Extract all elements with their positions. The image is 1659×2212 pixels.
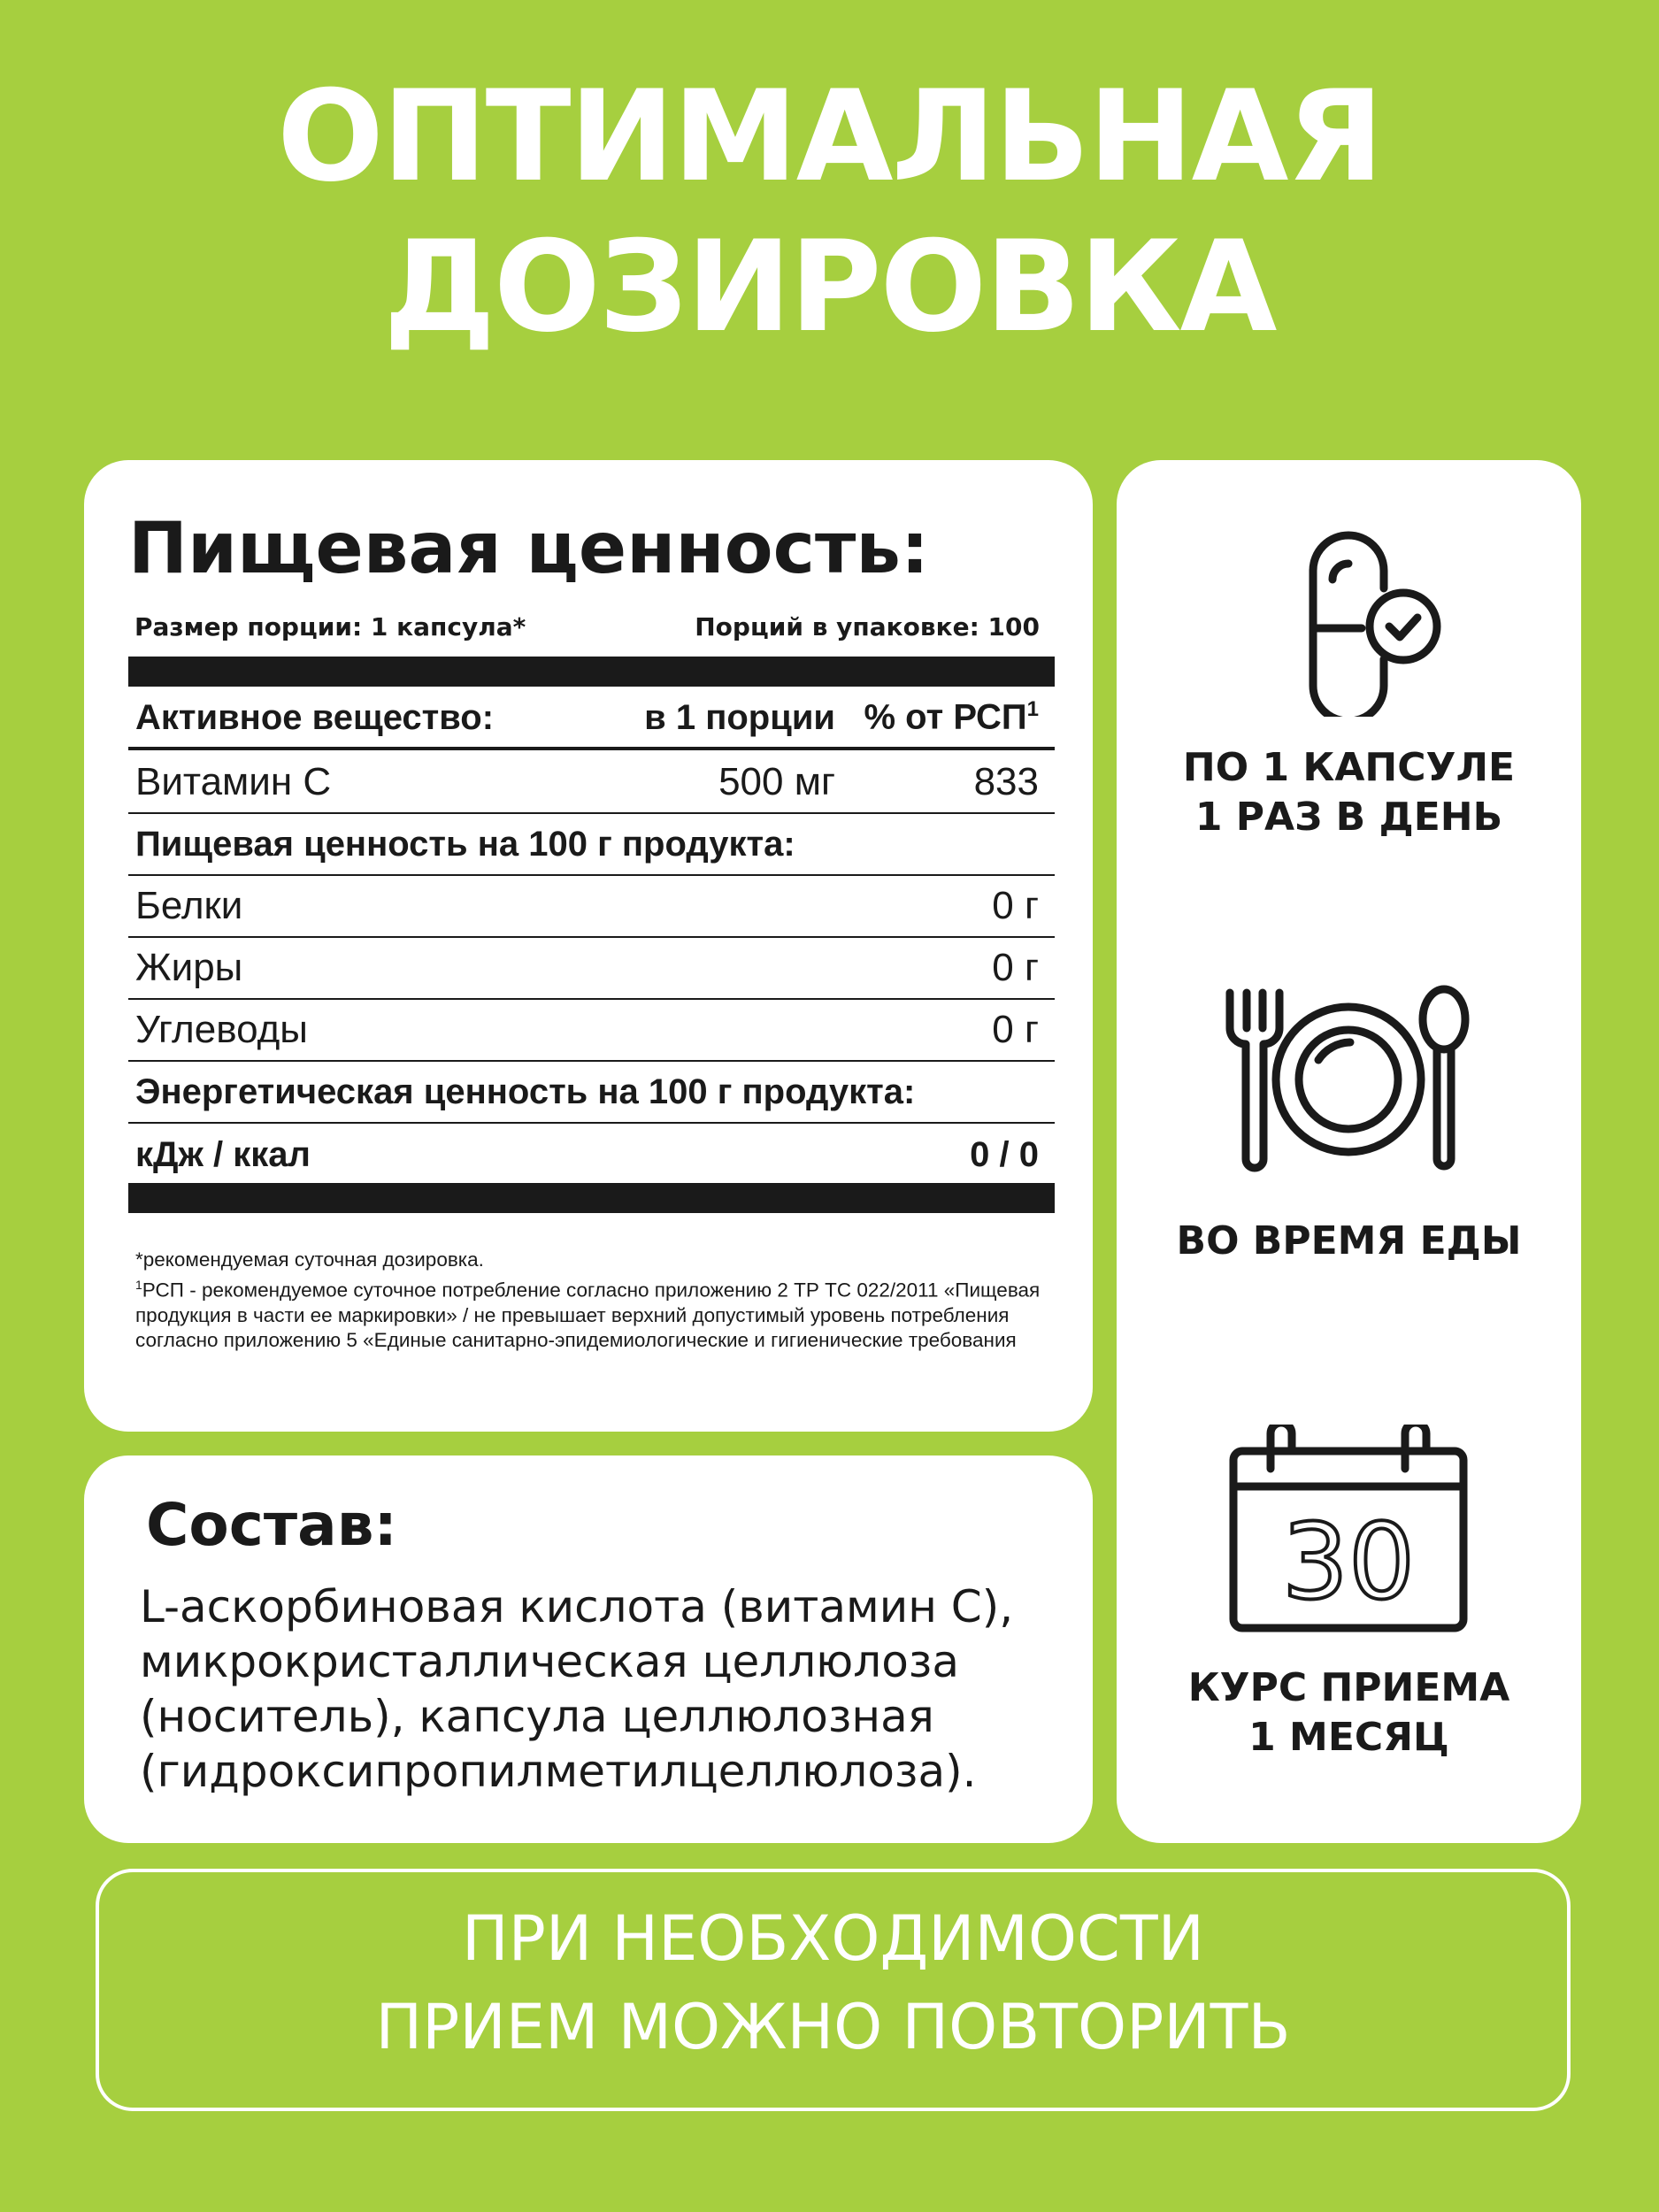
per100-header: Пищевая ценность на 100 г продукта: [135, 824, 795, 864]
servings-per-package: Порций в упаковке: 100 [695, 612, 1040, 641]
composition-text: L-аскорбиновая кислота (витамин С), микрокристаллическая целлюлоза (носитель), капсула целлюлозная (гидроксипропилметилцеллюлоза). [140, 1581, 1014, 1797]
dosage-meal-label: ВО ВРЕМЯ ЕДЫ [1176, 1218, 1522, 1263]
headline [0, 62, 1659, 363]
table-row [128, 1000, 1055, 1062]
table-row-energy [128, 1124, 1055, 1186]
vitamin-rsp: 833 [973, 760, 1039, 803]
table-row [128, 938, 1055, 1000]
table-row-energy-header [128, 1062, 1055, 1124]
nutrition-table-header [128, 688, 1055, 750]
macro-value: 0 г [992, 946, 1039, 989]
macro-name: Углеводы [135, 1008, 308, 1051]
headline-line-2: ДОЗИРОВКА [383, 214, 1276, 360]
footnote-rsp: $^1$РСП - рекомендуемое суточное потребление согласно приложению 2 ТР ТС 022/2011 «Пищевая продукция в части ее маркировки» / не превышает верхний допустимый уровень потребления согласно приложению 5 «Единые санитарно-эпидемиологические и гигиенические требования [135, 1278, 1041, 1351]
repeat-note: ПРИ НЕОБХОДИМОСТИ ПРИЕМ МОЖНО ПОВТОРИТЬ [96, 1869, 1571, 2111]
macro-name: Белки [135, 884, 243, 927]
dosage-card [1117, 460, 1581, 1843]
header-rsp: % от РСП$^1$ [864, 697, 1039, 737]
meal-icon [1216, 973, 1481, 1177]
header-per-serving: в 1 порции [644, 697, 835, 737]
divider-bar-bottom [128, 1183, 1055, 1213]
nutrition-title: Пищевая ценность: [128, 507, 929, 589]
serving-size: Размер порции: 1 капсула* [134, 612, 526, 641]
nutrition-card [84, 460, 1093, 1432]
macro-value: 0 г [992, 884, 1039, 927]
energy-unit: кДж / ккал [135, 1134, 311, 1174]
energy-header: Энергетическая ценность на 100 г продукта: [135, 1071, 916, 1111]
dosage-course-label: КУРС ПРИЕМА 1 МЕСЯЦ [1187, 1665, 1510, 1760]
calendar-icon [1216, 1425, 1481, 1637]
composition-card [84, 1455, 1093, 1843]
footnotes [135, 1248, 1056, 1353]
composition-title: Состав: [146, 1491, 397, 1559]
vitamin-name: Витамин С [135, 760, 332, 803]
table-row-per100-header [128, 814, 1055, 876]
footnote-dosage: *рекомендуемая суточная дозировка. [135, 1248, 484, 1271]
capsule-icon [1216, 513, 1481, 717]
calendar-number: 30 [1281, 1501, 1416, 1623]
macro-value: 0 г [992, 1008, 1039, 1051]
macro-name: Жиры [135, 946, 243, 989]
energy-value: 0 / 0 [970, 1134, 1039, 1174]
table-row [128, 876, 1055, 938]
table-row-vitamin [128, 752, 1055, 814]
divider-bar-top [128, 657, 1055, 687]
header-substance: Активное вещество: [135, 697, 495, 737]
vitamin-amount: 500 мг [718, 760, 835, 803]
dosage-capsule-label: ПО 1 КАПСУЛЕ 1 РАЗ В ДЕНЬ [1182, 745, 1516, 840]
headline-line-1: ОПТИМАЛЬНАЯ [277, 64, 1382, 210]
